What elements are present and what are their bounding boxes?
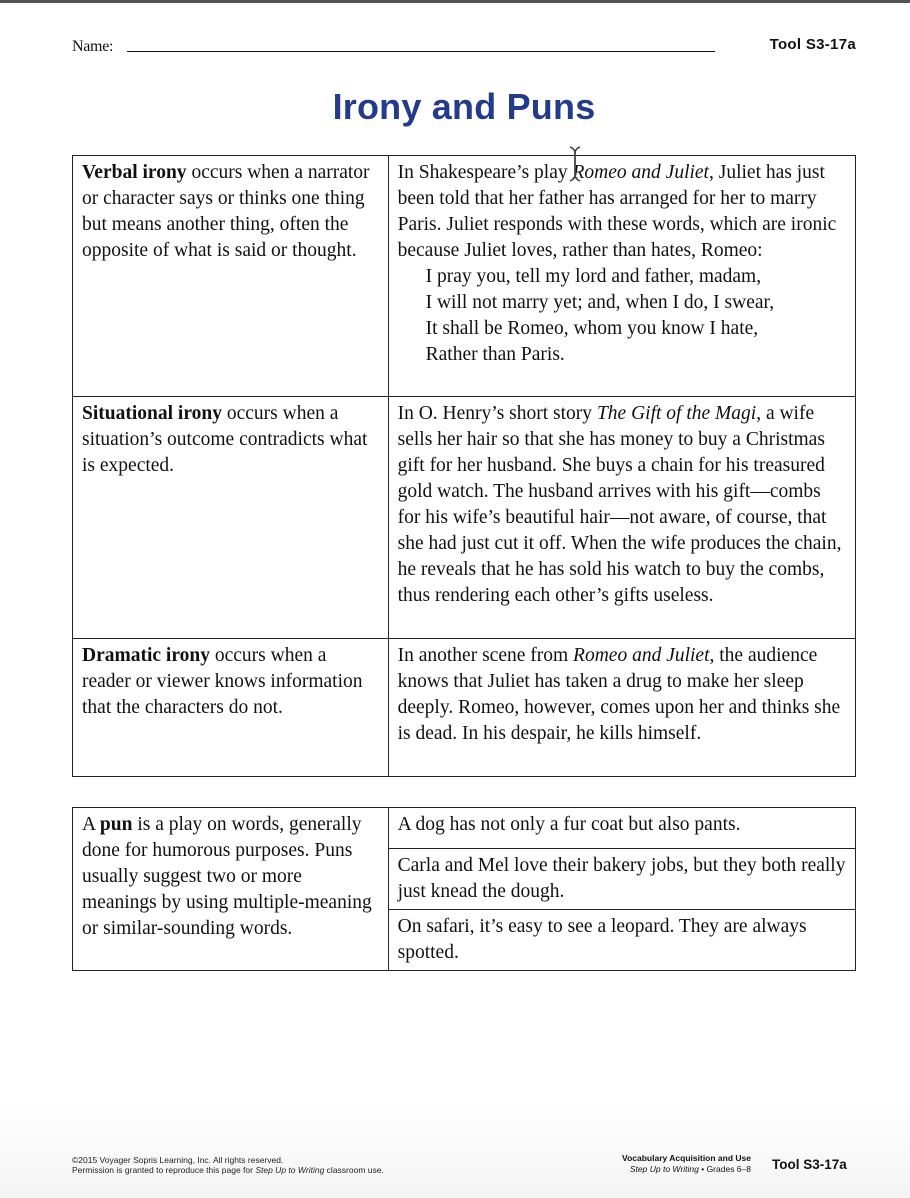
definition-cell bbox=[73, 397, 389, 639]
program-grades bbox=[622, 1164, 751, 1175]
footer-copyright bbox=[72, 1155, 384, 1175]
pun-definition-cell bbox=[73, 808, 389, 971]
table-row-dramatic-irony bbox=[73, 639, 856, 777]
example-text: In another scene from bbox=[397, 645, 574, 666]
definition-cell bbox=[73, 156, 389, 397]
term-pun: pun bbox=[99, 814, 133, 835]
example-cell bbox=[388, 397, 855, 639]
series-title: Vocabulary Acquisition and Use bbox=[622, 1153, 751, 1163]
grades-label: • Grades 6–8 bbox=[698, 1163, 751, 1174]
example-text: , Juliet has just been told that her father has arranged for her to marry Paris. Juliet responds with these words, which are ironic because Juliet loves, rather than hates, Romeo: bbox=[397, 162, 837, 261]
term-verbal-irony: Verbal irony bbox=[82, 162, 187, 183]
definition-text: is a play on words, generally done for humorous purposes. Puns usually suggest two or more meanings by using multiple-meaning or similar-sounding words. bbox=[82, 814, 372, 939]
copyright-text: ©2015 Voyager Sopris Learning, Inc. All rights reserved. bbox=[72, 1155, 284, 1165]
definition-cell bbox=[73, 639, 389, 777]
tool-id-header: Tool S3-17a bbox=[769, 36, 856, 53]
example-text: In O. Henry’s short story bbox=[397, 403, 597, 424]
pun-example-cell: A dog has not only a fur coat but also pants. bbox=[388, 808, 855, 849]
permission-part: Permission is granted to reproduce this page for bbox=[72, 1165, 256, 1175]
work-title: Romeo and Juliet bbox=[572, 162, 709, 183]
work-title: The Gift of the Magi bbox=[596, 403, 757, 424]
name-row bbox=[72, 34, 856, 56]
example-text: , a wife sells her hair so that she has money to buy a Christmas gift for her husband. She buys a chain for his treasured gold watch. The husband arrives with his gift—combs for his wife’s beautiful hair—not aware, of course, that she had just cut it off. When the wife produces the chain, he reveals that he has sold his watch to buy the combs, thus rendering each other’s gifts useless. bbox=[397, 403, 842, 606]
pun-example-cell: On safari, it’s easy to see a leopard. They are always spotted. bbox=[388, 910, 855, 971]
table-row-pun-1 bbox=[73, 808, 856, 849]
quote-line: I pray you, tell my lord and father, madam, bbox=[425, 266, 762, 287]
program-name: Step Up to Writing bbox=[629, 1163, 699, 1174]
term-situational-irony: Situational irony bbox=[82, 403, 222, 424]
name-label: Name: bbox=[72, 38, 114, 55]
window-top-border bbox=[0, 0, 910, 3]
example-cell bbox=[388, 156, 855, 397]
table-row-situational-irony bbox=[73, 397, 856, 639]
quote-line: I will not marry yet; and, when I do, I swear, bbox=[425, 292, 775, 313]
permission-program-title: Step Up to Writing bbox=[255, 1165, 325, 1175]
example-text: In Shakespeare’s play bbox=[397, 162, 573, 183]
name-blank-line[interactable] bbox=[127, 51, 715, 52]
work-title: Romeo and Juliet bbox=[573, 645, 710, 666]
table-row-verbal-irony bbox=[73, 156, 856, 397]
example-text: , the audience knows that Juliet has taken a drug to make her sleep deeply. Romeo, however, comes upon her and thinks she is dead. In his despair, he kills himself. bbox=[397, 645, 841, 744]
example-cell bbox=[388, 639, 855, 777]
footer-series-info bbox=[622, 1153, 751, 1174]
page-title: Irony and Puns bbox=[332, 86, 596, 127]
tool-id-footer: Tool S3-17a bbox=[772, 1157, 847, 1172]
definition-prefix: A bbox=[82, 814, 100, 835]
pun-example-cell: Carla and Mel love their bakery jobs, but they both really just knead the dough. bbox=[388, 849, 855, 910]
permission-part: classroom use. bbox=[324, 1165, 384, 1175]
quote-line: Rather than Paris. bbox=[425, 344, 565, 365]
definition-text: occurs when a situation’s outcome contradicts what is expected. bbox=[82, 403, 368, 476]
quote-line: It shall be Romeo, whom you know I hate, bbox=[425, 318, 759, 339]
definition-text: occurs when a narrator or character says or thinks one thing but means another thing, often the opposite of what is said or thought. bbox=[82, 162, 370, 261]
definition-text: occurs when a reader or viewer knows information that the characters do not. bbox=[82, 645, 363, 718]
permission-text bbox=[72, 1165, 384, 1175]
term-dramatic-irony: Dramatic irony bbox=[82, 645, 210, 666]
pun-table bbox=[72, 807, 856, 971]
irony-table bbox=[72, 155, 856, 777]
